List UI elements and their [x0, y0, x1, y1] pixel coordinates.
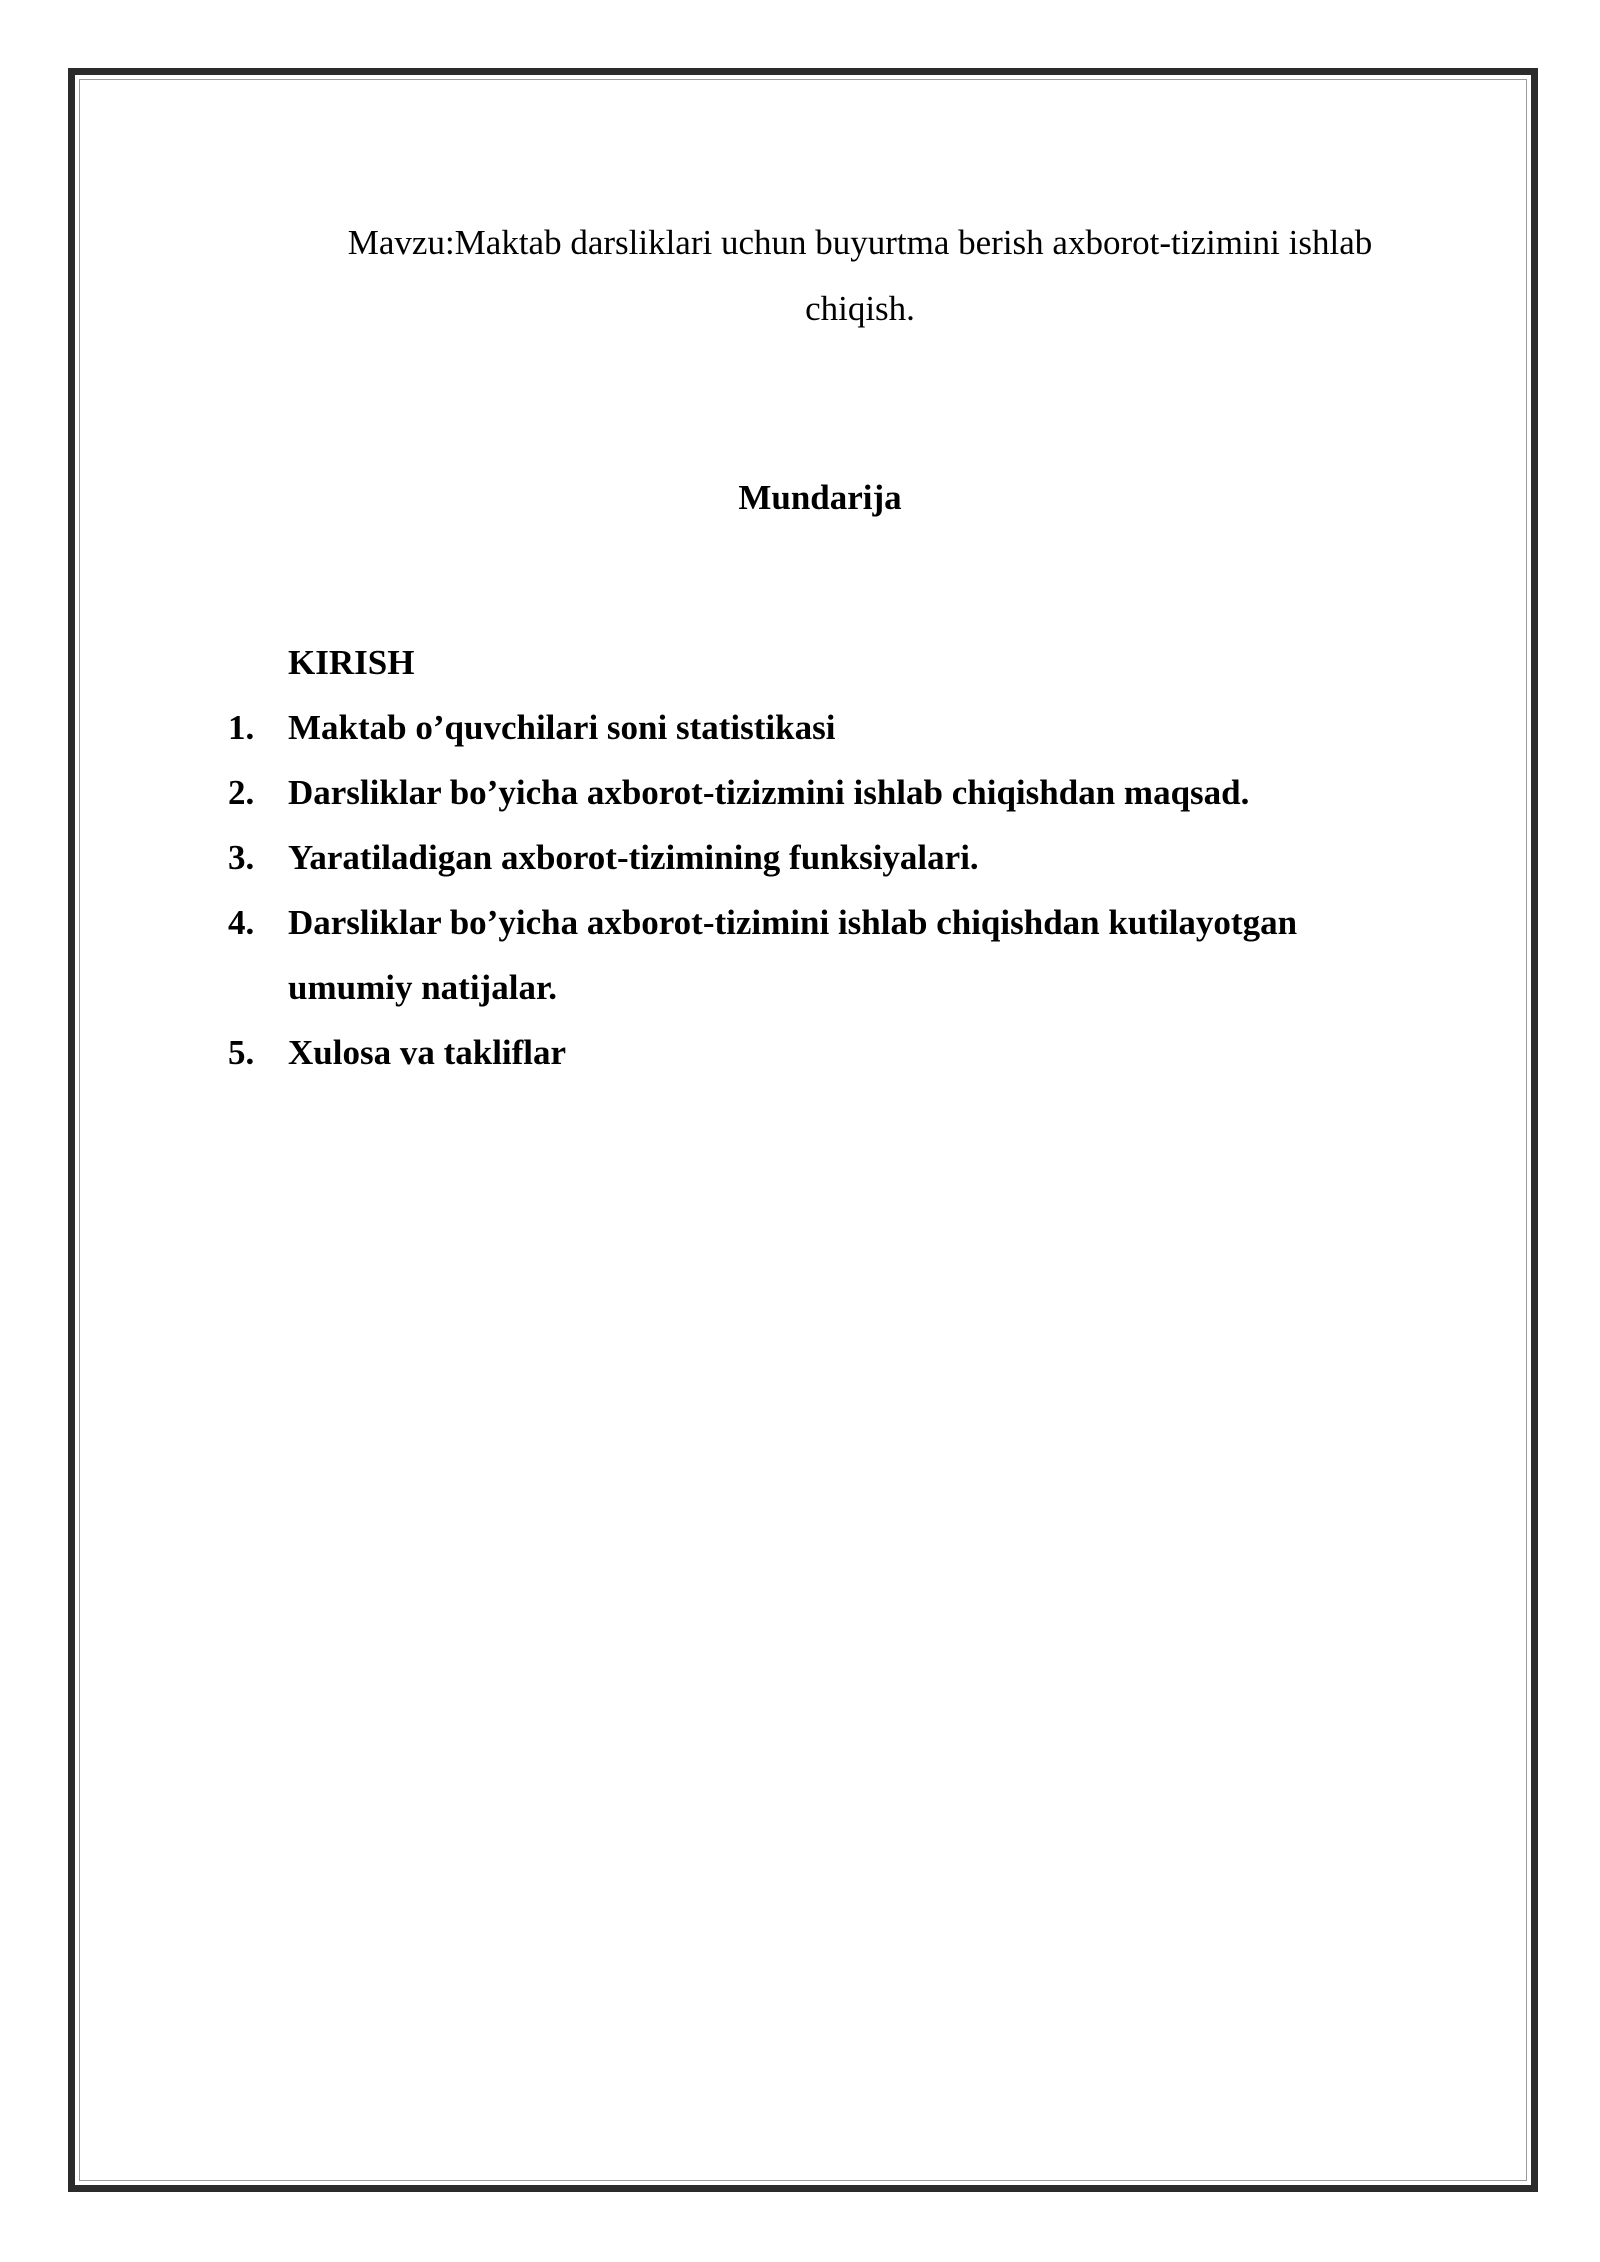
- table-of-contents: [228, 630, 1408, 1085]
- toc-item-number: 3.: [228, 838, 255, 877]
- toc-item-3: [228, 825, 1408, 890]
- toc-item-number: 4.: [228, 903, 255, 942]
- toc-item-2: [228, 760, 1408, 825]
- topic-line-1: Mavzu:Maktab darsliklari uchun buyurtma berish axborot-tizimini ishlab: [347, 223, 1373, 262]
- page-border: [68, 68, 1538, 2192]
- toc-item-1: [228, 695, 1408, 760]
- toc-item-number: 5.: [228, 1033, 255, 1072]
- toc-item-5: [228, 1020, 1408, 1085]
- toc-item-intro: [228, 630, 1408, 695]
- toc-item-number: 2.: [228, 773, 255, 812]
- toc-item-4: [228, 890, 1408, 1020]
- toc-item-text: KIRISH: [288, 643, 415, 682]
- toc-item-text: Yaratiladigan axborot-tizimining funksiyalari.: [288, 838, 979, 877]
- toc-item-text: Darsliklar bo’yicha axborot-tizimini ishlab chiqishdan kutilayotgan umumiy natijalar.: [288, 903, 1298, 1007]
- toc-item-text: Xulosa va takliflar: [288, 1033, 567, 1072]
- toc-title: Mundarija: [738, 478, 902, 517]
- toc-item-text: Darsliklar bo’yicha axborot-tizizmini ishlab chiqishdan maqsad.: [288, 773, 1250, 812]
- topic-heading: [290, 210, 1430, 342]
- toc-item-text: Maktab o’quvchilari soni statistikasi: [288, 708, 836, 747]
- toc-item-number: 1.: [228, 708, 255, 747]
- topic-line-2: chiqish.: [805, 289, 915, 328]
